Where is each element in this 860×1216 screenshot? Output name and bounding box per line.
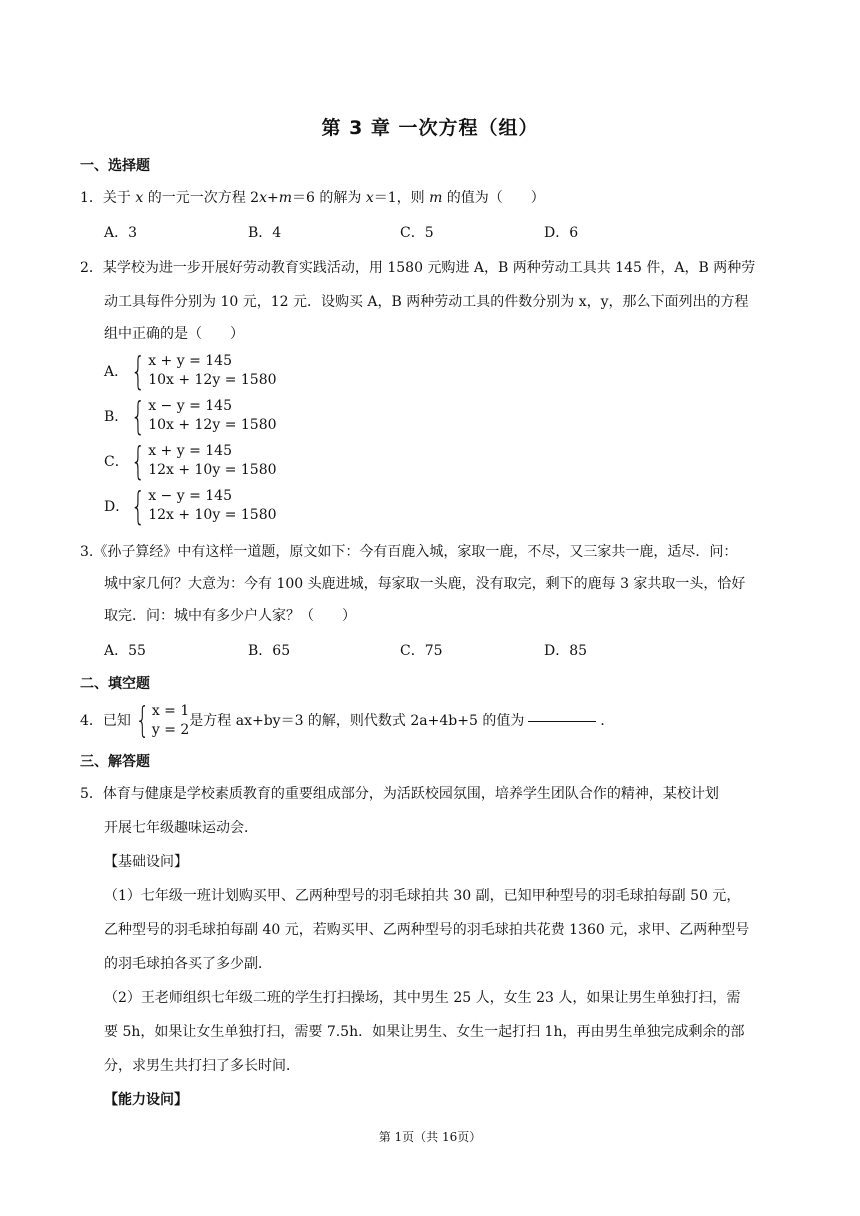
page-title: 第 3 章 一次方程（组） <box>321 117 539 139</box>
q5-part2-line-2: 要 5h，如果让女生单独打扫，需要 7.5h．如果让男生、女生一起打扫 1h，再由男生单独完成剩余的部 <box>104 1024 745 1040</box>
q5-part2-line-1: （2）王老师组织七年级二班的学生打扫操场，其中男生 25 人，女生 23 人，如果让男生单独打扫，需 <box>104 990 741 1006</box>
answer-blank[interactable] <box>528 721 596 722</box>
question-5-line-1: 5．体育与健康是学校素质教育的重要组成部分，为活跃校园氛围，培养学生团队合作的精神，某校计划 <box>80 786 719 802</box>
question-3-line-2: 城中家几何？大意为：今有 100 头鹿进城，每家取一头鹿，没有取完，剩下的鹿每 3 家共取一头，恰好 <box>104 576 746 592</box>
basic-questions-heading: 【基础设问】 <box>104 854 188 870</box>
q3-option-d: D．85 <box>544 643 588 659</box>
question-4: 4．已知 { x = 1 y = 2 是方程 ax+by＝3 的解，则代数式 2a+4b+5 的值为 ． <box>80 700 615 741</box>
ability-questions-heading: 【能力设问】 <box>104 1092 188 1108</box>
question-3-line-1: 3.《孙子算经》中有这样一道题，原文如下：今有百鹿入城，家取一鹿，不尽，又三家共一鹿，适尽．问： <box>80 544 738 560</box>
q5-part2-line-3: 分，求男生共打扫了多长时间． <box>104 1058 300 1074</box>
q3-option-b: B．65 <box>248 643 291 659</box>
page-footer: 第 1页（共 16页） <box>378 1130 482 1144</box>
section-heading-choice: 一、选择题 <box>80 158 150 174</box>
q5-part1-line-1: （1）七年级一班计划购买甲、乙两种型号的羽毛球拍共 30 副，已知甲种型号的羽毛球拍每副 50 元， <box>104 888 741 904</box>
section-heading-solve: 三、解答题 <box>80 754 150 770</box>
q3-option-a: A．55 <box>104 643 146 659</box>
q2-option-b: B． { x − y = 145 10x + 12y = 1580 <box>104 394 277 438</box>
q2-option-c: C． { x + y = 145 12x + 10y = 1580 <box>104 439 277 483</box>
section-heading-fill: 二、填空题 <box>80 676 150 692</box>
q1-option-a: A．3 <box>104 225 138 241</box>
question-1: 1．关于 x 的一元一次方程 2x+m＝6 的解为 x＝1，则 m 的值为（ ） <box>80 190 545 206</box>
q3-option-c: C．75 <box>400 643 443 659</box>
question-3-line-3: 取完．问：城中有多少户人家？（ ） <box>104 608 356 624</box>
q5-part1-line-3: 的羽毛球拍各买了多少副． <box>104 956 272 972</box>
q2-option-a: A． { x + y = 145 10x + 12y = 1580 <box>104 349 277 393</box>
q1-option-c: C．5 <box>400 225 434 241</box>
question-2-line-1: 2．某学校为进一步开展好劳动教育实践活动，用 1580 元购进 A，B 两种劳动工具共 145 件，A，B 两种劳 <box>80 260 756 276</box>
question-5-line-2: 开展七年级趣味运动会． <box>104 820 258 836</box>
q5-part1-line-2: 乙种型号的羽毛球拍每副 40 元，若购买甲、乙两种型号的羽毛球拍共花费 1360 元，求甲、乙两种型号 <box>104 922 750 938</box>
q2-option-d: D． { x − y = 145 12x + 10y = 1580 <box>104 484 277 528</box>
question-2-line-3: 组中正确的是（ ） <box>104 326 244 342</box>
q1-option-b: B．4 <box>248 225 282 241</box>
question-2-line-2: 动工具每件分别为 10 元，12 元．设购买 A，B 两种劳动工具的件数分别为 x，y，那么下面列出的方程 <box>104 294 749 310</box>
q1-option-d: D．6 <box>544 225 579 241</box>
